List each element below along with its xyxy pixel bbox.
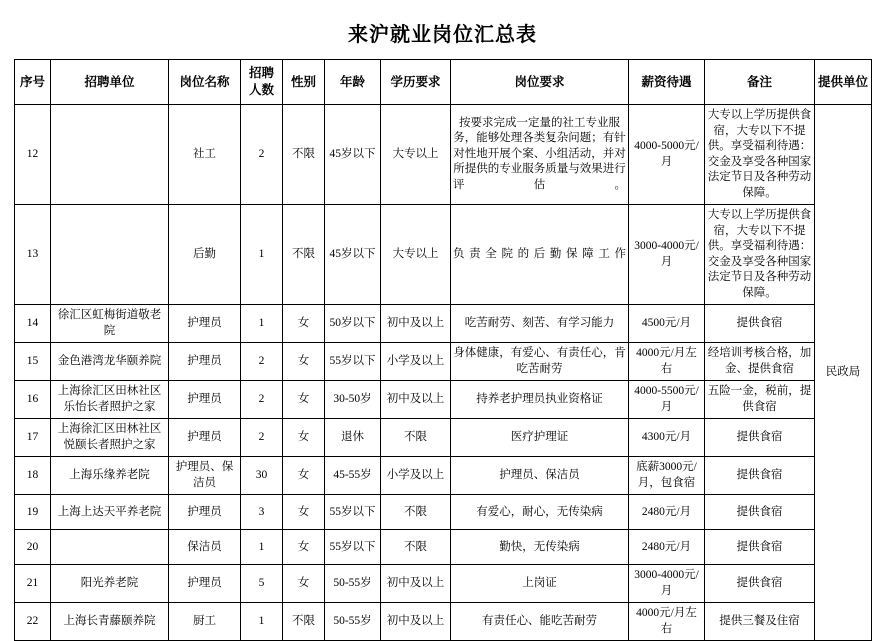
cell-gender: 女 — [283, 419, 325, 457]
cell-count: 1 — [241, 603, 283, 641]
cell-unit — [51, 530, 169, 565]
cell-seq: 19 — [15, 495, 51, 530]
cell-count: 2 — [241, 381, 283, 419]
cell-remark: 提供食宿 — [705, 457, 815, 495]
cell-gender: 不限 — [283, 105, 325, 205]
cell-remark: 提供食宿 — [705, 419, 815, 457]
cell-salary: 4000元/月左右 — [629, 343, 705, 381]
cell-remark: 提供食宿 — [705, 495, 815, 530]
cell-requirements: 有爱心，耐心，无传染病 — [451, 495, 629, 530]
cell-gender: 不限 — [283, 603, 325, 641]
cell-age: 55岁以下 — [325, 343, 381, 381]
cell-unit — [51, 205, 169, 305]
cell-seq: 17 — [15, 419, 51, 457]
cell-age: 50-55岁 — [325, 565, 381, 603]
cell-post: 厨工 — [169, 603, 241, 641]
cell-education: 初中及以上 — [381, 603, 451, 641]
cell-salary: 4000元/月左右 — [629, 603, 705, 641]
cell-count: 2 — [241, 105, 283, 205]
cell-salary: 2480元/月 — [629, 530, 705, 565]
cell-gender: 女 — [283, 457, 325, 495]
cell-unit: 金色港湾龙华颐养院 — [51, 343, 169, 381]
table-row — [15, 530, 872, 565]
cell-remark: 提供食宿 — [705, 305, 815, 343]
cell-post: 后勤 — [169, 205, 241, 305]
cell-post: 护理员 — [169, 565, 241, 603]
cell-unit — [51, 105, 169, 205]
cell-age: 30-50岁 — [325, 381, 381, 419]
cell-requirements: 上岗证 — [451, 565, 629, 603]
table-row — [15, 419, 872, 457]
header-requirements: 岗位要求 — [451, 60, 629, 105]
cell-remark: 大专以上学历提供食宿，大专以下不提供。享受福利待遇：交金及享受各种国家法定节日及各种劳动保障。 — [705, 105, 815, 205]
cell-salary: 4500元/月 — [629, 305, 705, 343]
table-row — [15, 565, 872, 603]
cell-requirements: 吃苦耐劳、刻苦、有学习能力 — [451, 305, 629, 343]
cell-unit: 上海上达天平养老院 — [51, 495, 169, 530]
cell-remark: 提供食宿 — [705, 530, 815, 565]
cell-age: 55岁以下 — [325, 530, 381, 565]
cell-post: 护理员、保洁员 — [169, 457, 241, 495]
header-gender: 性别 — [283, 60, 325, 105]
table-row — [15, 603, 872, 641]
table-container — [0, 59, 885, 641]
cell-salary: 4000-5000元/月 — [629, 105, 705, 205]
cell-education: 小学及以上 — [381, 343, 451, 381]
cell-post: 护理员 — [169, 495, 241, 530]
header-remark: 备注 — [705, 60, 815, 105]
table-body — [15, 105, 872, 641]
table-row — [15, 105, 872, 205]
cell-post: 保洁员 — [169, 530, 241, 565]
cell-gender: 不限 — [283, 205, 325, 305]
cell-age: 45岁以下 — [325, 205, 381, 305]
table-row — [15, 343, 872, 381]
cell-requirements: 按要求完成一定量的社工专业服务，能够处理各类复杂问题；有针对性地开展个案、小组活动，并对所提供的专业服务质量与效果进行评估。 — [451, 105, 629, 205]
cell-unit: 阳光养老院 — [51, 565, 169, 603]
table-header — [15, 60, 872, 105]
table-row — [15, 381, 872, 419]
header-salary: 薪资待遇 — [629, 60, 705, 105]
cell-requirements: 身体健康，有爱心、有责任心，肯吃苦耐劳 — [451, 343, 629, 381]
cell-count: 1 — [241, 305, 283, 343]
cell-provider: 民政局 — [815, 105, 872, 641]
cell-education: 不限 — [381, 530, 451, 565]
cell-age: 55岁以下 — [325, 495, 381, 530]
cell-unit: 徐汇区虹梅街道敬老院 — [51, 305, 169, 343]
header-unit: 招聘单位 — [51, 60, 169, 105]
cell-gender: 女 — [283, 343, 325, 381]
cell-post: 护理员 — [169, 305, 241, 343]
cell-salary: 3000-4000元/月 — [629, 565, 705, 603]
table-row — [15, 457, 872, 495]
cell-gender: 女 — [283, 565, 325, 603]
cell-remark: 提供食宿 — [705, 565, 815, 603]
cell-salary: 底薪3000元/月，包食宿 — [629, 457, 705, 495]
cell-age: 50-55岁 — [325, 603, 381, 641]
cell-count: 1 — [241, 205, 283, 305]
cell-education: 大专以上 — [381, 105, 451, 205]
header-education: 学历要求 — [381, 60, 451, 105]
cell-age: 50岁以下 — [325, 305, 381, 343]
cell-seq: 14 — [15, 305, 51, 343]
cell-count: 2 — [241, 343, 283, 381]
cell-gender: 女 — [283, 381, 325, 419]
cell-education: 不限 — [381, 419, 451, 457]
cell-education: 不限 — [381, 495, 451, 530]
cell-seq: 20 — [15, 530, 51, 565]
cell-count: 1 — [241, 530, 283, 565]
cell-seq: 18 — [15, 457, 51, 495]
cell-gender: 女 — [283, 530, 325, 565]
table-row — [15, 305, 872, 343]
cell-count: 2 — [241, 419, 283, 457]
cell-seq: 15 — [15, 343, 51, 381]
header-age: 年龄 — [325, 60, 381, 105]
cell-count: 3 — [241, 495, 283, 530]
cell-education: 初中及以上 — [381, 381, 451, 419]
cell-salary: 4300元/月 — [629, 419, 705, 457]
cell-post: 护理员 — [169, 343, 241, 381]
table-row — [15, 205, 872, 305]
cell-remark: 经培训考核合格，加金、提供食宿 — [705, 343, 815, 381]
header-post: 岗位名称 — [169, 60, 241, 105]
cell-requirements: 护理员、保洁员 — [451, 457, 629, 495]
cell-unit: 上海徐汇区田林社区悦颐长者照护之家 — [51, 419, 169, 457]
cell-gender: 女 — [283, 305, 325, 343]
cell-requirements: 医疗护理证 — [451, 419, 629, 457]
cell-post: 护理员 — [169, 419, 241, 457]
cell-requirements: 持养老护理员执业资格证 — [451, 381, 629, 419]
header-provider: 提供单位 — [815, 60, 872, 105]
cell-age: 45岁以下 — [325, 105, 381, 205]
cell-gender: 女 — [283, 495, 325, 530]
cell-seq: 21 — [15, 565, 51, 603]
cell-unit: 上海徐汇区田林社区乐怡长者照护之家 — [51, 381, 169, 419]
cell-count: 5 — [241, 565, 283, 603]
cell-post: 护理员 — [169, 381, 241, 419]
cell-education: 大专以上 — [381, 205, 451, 305]
cell-education: 小学及以上 — [381, 457, 451, 495]
cell-requirements: 勤快，无传染病 — [451, 530, 629, 565]
cell-remark: 提供三餐及住宿 — [705, 603, 815, 641]
cell-unit: 上海长青藤颐养院 — [51, 603, 169, 641]
cell-age: 45-55岁 — [325, 457, 381, 495]
page-title: 来沪就业岗位汇总表 — [348, 24, 537, 46]
cell-unit: 上海乐缘养老院 — [51, 457, 169, 495]
cell-salary: 3000-4000元/月 — [629, 205, 705, 305]
cell-post: 社工 — [169, 105, 241, 205]
table-row — [15, 495, 872, 530]
cell-seq: 16 — [15, 381, 51, 419]
header-seq: 序号 — [15, 60, 51, 105]
cell-seq: 12 — [15, 105, 51, 205]
cell-count: 30 — [241, 457, 283, 495]
header-count: 招聘人数 — [241, 60, 283, 105]
cell-seq: 13 — [15, 205, 51, 305]
cell-remark: 大专以上学历提供食宿，大专以下不提供。享受福利待遇：交金及享受各种国家法定节日及各种劳动保障。 — [705, 205, 815, 305]
cell-salary: 2480元/月 — [629, 495, 705, 530]
cell-requirements: 负责全院的后勤保障工作 — [451, 205, 629, 305]
cell-education: 初中及以上 — [381, 565, 451, 603]
cell-requirements: 有责任心、能吃苦耐劳 — [451, 603, 629, 641]
job-listing-table — [14, 59, 872, 641]
cell-age: 退休 — [325, 419, 381, 457]
cell-education: 初中及以上 — [381, 305, 451, 343]
cell-remark: 五险一金，税前，提供食宿 — [705, 381, 815, 419]
cell-salary: 4000-5500元/月 — [629, 381, 705, 419]
header-row — [15, 60, 872, 105]
cell-seq: 22 — [15, 603, 51, 641]
